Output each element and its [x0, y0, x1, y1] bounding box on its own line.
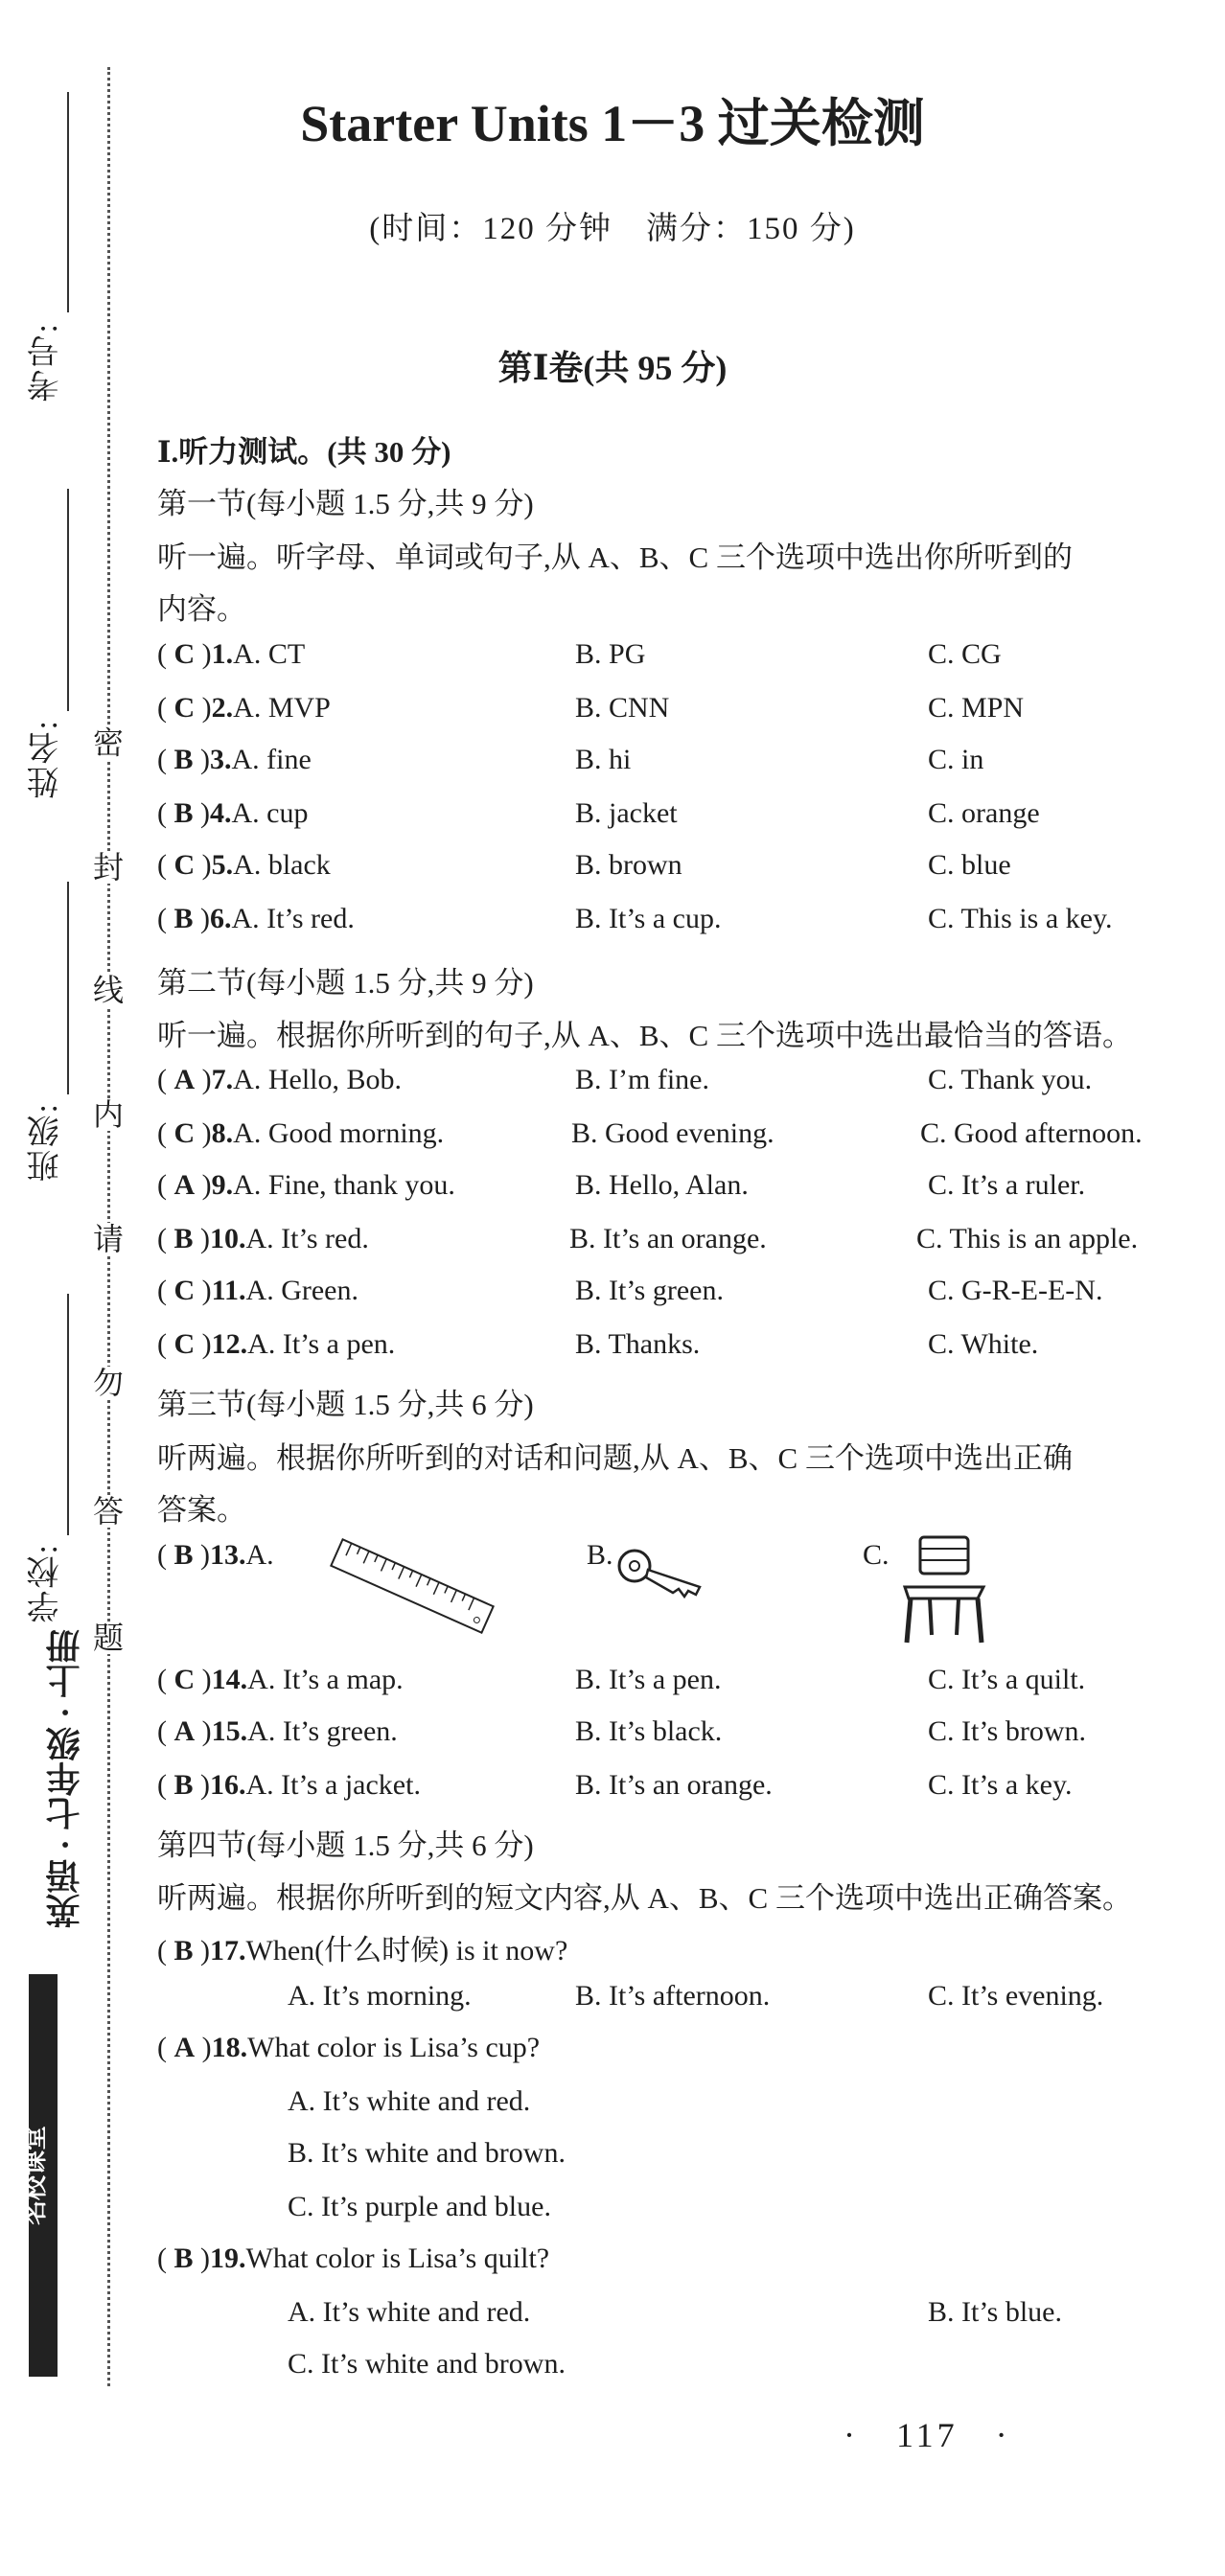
- question-number: 2.: [211, 692, 234, 724]
- name-label: 姓名:: [29, 719, 64, 799]
- question-number: 1.: [211, 638, 234, 670]
- option-a: A. It’s a map.: [247, 1664, 404, 1695]
- question-row: ( B )10.A. It’s red.: [157, 1223, 369, 1254]
- option-b: B. It’s black.: [575, 1715, 723, 1747]
- answer-mark: B: [173, 1769, 194, 1801]
- option-a: A. It’s red.: [245, 1223, 369, 1254]
- question-row: ( B )6.A. It’s red.: [157, 903, 355, 934]
- answer-mark: C: [173, 1275, 196, 1306]
- question-number: 11.: [211, 1275, 246, 1306]
- question-row: ( C )8.A. Good morning.: [157, 1117, 445, 1149]
- option-b: B. I’m fine.: [575, 1064, 709, 1095]
- question-row: ( B )3.A. fine: [157, 744, 312, 775]
- option-b: B.: [587, 1539, 613, 1571]
- option-c: C. MPN: [928, 692, 1025, 724]
- option-c: C. It’s brown.: [928, 1715, 1086, 1747]
- option-c: C. This is an apple.: [916, 1223, 1139, 1254]
- option-c: C. G-R-E-E-N.: [928, 1275, 1103, 1306]
- question-number: 12.: [211, 1328, 248, 1360]
- option-c: C. in: [928, 744, 984, 775]
- question-row: ( A )7.A. Hello, Bob.: [157, 1064, 402, 1095]
- exam-no-label: 考号:: [29, 322, 64, 402]
- option-b: B. jacket: [575, 797, 678, 829]
- question-number: 4.: [210, 797, 232, 829]
- question-number: 14.: [211, 1664, 248, 1695]
- seal-char: 勿: [92, 1366, 124, 1400]
- seal-char: 请: [92, 1222, 124, 1256]
- answer-mark: B: [173, 1539, 194, 1571]
- question-row: ( B )4.A. cup: [157, 797, 309, 829]
- question-row: ( B )16.A. It’s a jacket.: [157, 1769, 421, 1801]
- option-b: B. PG: [575, 638, 646, 670]
- option-b: B. It’s blue.: [928, 2296, 1062, 2328]
- page-title: Starter Units 1－3 过关检测: [300, 95, 925, 152]
- exam-time-info: (时间：120 分钟 满分：150 分): [369, 212, 856, 246]
- answer-mark: C: [173, 1117, 196, 1149]
- instruction: 听一遍。听字母、单词或句子,从 A、B、C 三个选项中选出你所听到的: [157, 540, 1073, 574]
- seal-char: 封: [92, 850, 124, 885]
- section-heading: Ⅰ.听力测试。(共 30 分): [157, 435, 451, 469]
- instruction: 听一遍。根据你所听到的句子,从 A、B、C 三个选项中选出最恰当的答语。: [157, 1019, 1132, 1052]
- question-number: 6.: [210, 903, 232, 934]
- option-c: C. It’s a ruler.: [928, 1169, 1086, 1201]
- option-b: B. It’s green.: [575, 1275, 724, 1306]
- instruction: 答案。: [157, 1493, 246, 1527]
- option-a: A. MVP: [233, 692, 331, 724]
- question-row: ( C )14.A. It’s a map.: [157, 1664, 404, 1695]
- option-c: C. It’s a key.: [928, 1769, 1073, 1801]
- question-number: 7.: [211, 1064, 234, 1095]
- option-c: C. Thank you.: [928, 1064, 1093, 1095]
- answer-mark: B: [173, 1935, 194, 1966]
- option-a: A. fine: [231, 744, 312, 775]
- option-a: A. CT: [233, 638, 306, 670]
- option-b: B. Hello, Alan.: [575, 1169, 749, 1201]
- answer-mark: A: [173, 1715, 196, 1747]
- answer-mark: C: [173, 1328, 196, 1360]
- question-row: ( C )12.A. It’s a pen.: [157, 1328, 396, 1360]
- option-c: C. CG: [928, 638, 1002, 670]
- option-a: A. It’s morning.: [288, 1980, 472, 2012]
- answer-mark: B: [173, 797, 194, 829]
- option-a: A. Good morning.: [233, 1117, 445, 1149]
- option-c: C. It’s evening.: [928, 1980, 1104, 2012]
- option-c: C. It’s purple and blue.: [288, 2191, 551, 2222]
- question-number: 5.: [211, 849, 234, 881]
- option-a: A. It’s red.: [231, 903, 355, 934]
- option-c: C. It’s white and brown.: [288, 2348, 566, 2380]
- brand-logo: [21, 1974, 67, 2377]
- question-17: ( B )17.When(什么时候) is it now?: [157, 1935, 568, 1966]
- option-b: B. It’s a pen.: [575, 1664, 722, 1695]
- seal-char: 题: [92, 1621, 124, 1655]
- chair-picture: [891, 1533, 997, 1648]
- option-b: B. It’s an orange.: [575, 1769, 773, 1801]
- question-number: 10.: [210, 1223, 246, 1254]
- option-b: B. CNN: [575, 692, 670, 724]
- instruction: 听两遍。根据你所听到的短文内容,从 A、B、C 三个选项中选出正确答案。: [157, 1881, 1132, 1915]
- question-row: ( B )13.A.: [157, 1539, 274, 1571]
- option-b: B. It’s afternoon.: [575, 1980, 771, 2012]
- option-a: A.: [245, 1539, 274, 1571]
- option-c: C. Good afternoon.: [920, 1117, 1143, 1149]
- answer-mark: B: [173, 744, 194, 775]
- answer-mark: B: [173, 903, 194, 934]
- option-b: B. hi: [575, 744, 632, 775]
- answer-mark: B: [173, 2242, 194, 2274]
- question-number: 13.: [210, 1539, 246, 1571]
- question-row: ( C )1.A. CT: [157, 638, 306, 670]
- subsection-heading: 第四节(每小题 1.5 分,共 6 分): [157, 1828, 534, 1862]
- instruction: 听两遍。根据你所听到的对话和问题,从 A、B、C 三个选项中选出正确: [157, 1441, 1073, 1475]
- option-b: B. It’s white and brown.: [288, 2137, 566, 2169]
- question-row: ( A )9.A. Fine, thank you.: [157, 1169, 455, 1201]
- option-a: A. It’s a pen.: [247, 1328, 396, 1360]
- option-a: A. black: [233, 849, 331, 881]
- question-number: 16.: [210, 1769, 246, 1801]
- question-number: 15.: [211, 1715, 248, 1747]
- option-a: A. It’s a jacket.: [245, 1769, 421, 1801]
- option-c: C.: [863, 1539, 890, 1571]
- question-number: 9.: [211, 1169, 234, 1201]
- option-b: B. It’s a cup.: [575, 903, 722, 934]
- ruler-picture: [326, 1533, 498, 1639]
- option-b: B. Thanks.: [575, 1328, 701, 1360]
- seal-char: 内: [92, 1097, 124, 1132]
- option-a: A. It’s white and red.: [288, 2296, 531, 2328]
- brand-text: 名校课堂: [21, 2125, 50, 2226]
- class-label: 班级:: [29, 1102, 64, 1183]
- option-c: C. This is a key.: [928, 903, 1113, 934]
- question-row: ( C )11.A. Green.: [157, 1275, 358, 1306]
- answer-mark: A: [173, 2032, 196, 2063]
- part-heading: 第Ⅰ卷(共 95 分): [497, 349, 728, 387]
- question-row: ( C )2.A. MVP: [157, 692, 331, 724]
- question-number: 3.: [210, 744, 232, 775]
- answer-mark: C: [173, 692, 196, 724]
- option-c: C. blue: [928, 849, 1011, 881]
- name-underline: [67, 489, 69, 711]
- option-a: A. Green.: [245, 1275, 358, 1306]
- option-c: C. White.: [928, 1328, 1039, 1360]
- subsection-heading: 第二节(每小题 1.5 分,共 9 分): [157, 966, 534, 1000]
- option-b: B. It’s an orange.: [569, 1223, 767, 1254]
- seal-char: 密: [92, 725, 124, 760]
- book-subject-label: 英语 · 七年级 · 上册: [46, 1629, 84, 1929]
- option-a: A. It’s white and red.: [288, 2085, 531, 2117]
- question-row: ( A )15.A. It’s green.: [157, 1715, 398, 1747]
- question-18: ( A )18.What color is Lisa’s cup?: [157, 2032, 541, 2063]
- option-b: B. brown: [575, 849, 682, 881]
- answer-mark: C: [173, 1664, 196, 1695]
- answer-mark: A: [173, 1064, 196, 1095]
- option-a: A. Fine, thank you.: [233, 1169, 455, 1201]
- answer-mark: C: [173, 849, 196, 881]
- seal-char: 答: [92, 1494, 124, 1529]
- school-label: 学校:: [29, 1543, 64, 1623]
- option-c: C. orange: [928, 797, 1040, 829]
- school-underline: [67, 1294, 69, 1535]
- subsection-heading: 第一节(每小题 1.5 分,共 9 分): [157, 487, 534, 520]
- answer-mark: A: [173, 1169, 196, 1201]
- page-number: · 117 ·: [844, 2416, 1011, 2454]
- instruction: 内容。: [157, 592, 246, 626]
- option-a: A. cup: [231, 797, 309, 829]
- answer-mark: C: [173, 638, 196, 670]
- seal-char: 线: [92, 973, 124, 1007]
- option-a: A. Hello, Bob.: [233, 1064, 402, 1095]
- question-number: 8.: [211, 1117, 234, 1149]
- option-a: A. It’s green.: [247, 1715, 398, 1747]
- subsection-heading: 第三节(每小题 1.5 分,共 6 分): [157, 1388, 534, 1421]
- key-picture: [613, 1545, 709, 1602]
- option-c: C. It’s a quilt.: [928, 1664, 1086, 1695]
- question-19: ( B )19.What color is Lisa’s quilt?: [157, 2242, 550, 2274]
- answer-mark: B: [173, 1223, 194, 1254]
- class-underline: [67, 882, 69, 1094]
- option-b: B. Good evening.: [571, 1117, 774, 1149]
- question-row: ( C )5.A. black: [157, 849, 331, 881]
